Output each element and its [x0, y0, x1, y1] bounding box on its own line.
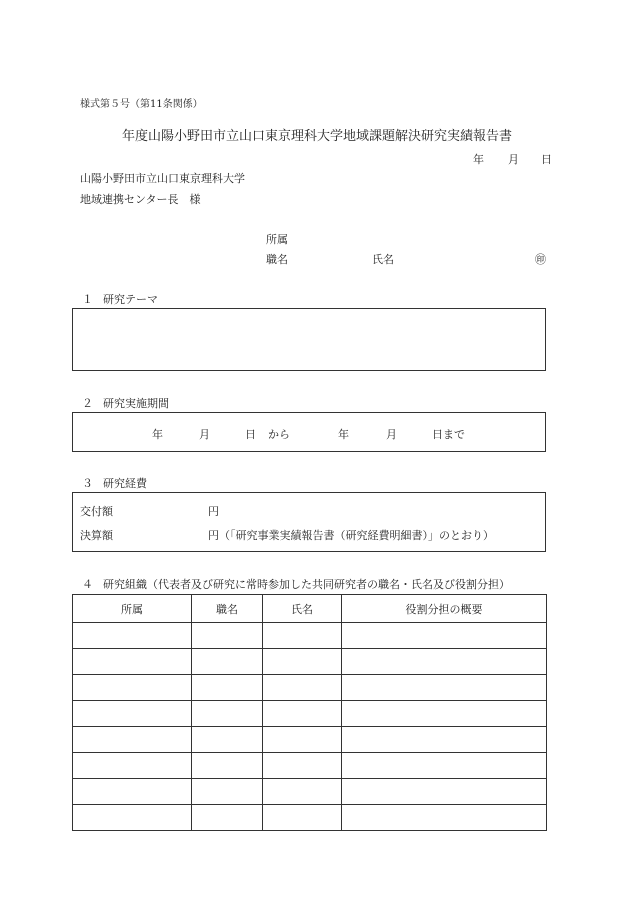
cell-position[interactable] [192, 753, 263, 779]
column-header-affiliation: 所属 [73, 595, 192, 623]
cell-name[interactable] [263, 623, 342, 649]
cell-role-summary[interactable] [342, 649, 547, 675]
table-row [73, 701, 547, 727]
cell-position[interactable] [192, 779, 263, 805]
cell-role-summary[interactable] [342, 805, 547, 831]
addressee-center-director: 地域連携センター長 様 [80, 193, 201, 206]
settlement-amount-note: 円（「研究事業実績報告書（研究経費明細書）」のとおり） [208, 529, 494, 542]
date-month-label: 月 [508, 153, 519, 166]
column-header-name: 氏名 [263, 595, 342, 623]
cell-name[interactable] [263, 753, 342, 779]
cell-affiliation[interactable] [73, 675, 192, 701]
cell-position[interactable] [192, 701, 263, 727]
cell-affiliation[interactable] [73, 727, 192, 753]
cell-name[interactable] [263, 805, 342, 831]
research-period-box[interactable] [72, 412, 546, 452]
research-expenses-box[interactable] [72, 492, 546, 552]
applicant-position-label: 職名 [266, 253, 288, 266]
column-header-position: 職名 [192, 595, 263, 623]
period-start-day: 日 [245, 428, 256, 441]
table-row [73, 805, 547, 831]
cell-name[interactable] [263, 649, 342, 675]
cell-affiliation[interactable] [73, 805, 192, 831]
cell-affiliation[interactable] [73, 649, 192, 675]
page-title: 年度山陽小野田市立山口東京理科大学地域課題解決研究実績報告書 [122, 129, 513, 144]
cell-position[interactable] [192, 675, 263, 701]
applicant-affiliation-label: 所属 [266, 233, 288, 246]
cell-name[interactable] [263, 727, 342, 753]
cell-name[interactable] [263, 675, 342, 701]
settlement-amount-label: 決算額 [80, 529, 113, 542]
date-day-label: 日 [541, 153, 552, 166]
cell-role-summary[interactable] [342, 727, 547, 753]
section3-title: 研究経費 [103, 477, 147, 490]
period-from: から [268, 428, 290, 441]
section4-title: 研究組織（代表者及び研究に常時参加した共同研究者の職名・氏名及び役割分担） [103, 578, 510, 591]
period-start-year: 年 [152, 428, 163, 441]
addressee-university: 山陽小野田市立山口東京理科大学 [80, 172, 245, 185]
research-theme-box[interactable] [72, 308, 546, 371]
column-header-role-summary: 役割分担の概要 [342, 595, 547, 623]
period-end-day: 日まで [432, 428, 465, 441]
cell-name[interactable] [263, 779, 342, 805]
table-row [73, 779, 547, 805]
period-start-month: 月 [199, 428, 210, 441]
section1-number: １ [82, 293, 93, 306]
cell-role-summary[interactable] [342, 753, 547, 779]
section2-title: 研究実施期間 [103, 397, 169, 410]
cell-position[interactable] [192, 623, 263, 649]
cell-role-summary[interactable] [342, 779, 547, 805]
table-row [73, 753, 547, 779]
cell-name[interactable] [263, 701, 342, 727]
table-row [73, 623, 547, 649]
section3-number: ３ [82, 477, 93, 490]
grant-amount-label: 交付額 [80, 505, 113, 518]
table-row [73, 649, 547, 675]
cell-role-summary[interactable] [342, 701, 547, 727]
cell-affiliation[interactable] [73, 623, 192, 649]
research-organization-table [72, 594, 547, 831]
cell-role-summary[interactable] [342, 623, 547, 649]
cell-affiliation[interactable] [73, 779, 192, 805]
cell-position[interactable] [192, 649, 263, 675]
applicant-name-label: 氏名 [372, 253, 394, 266]
section2-number: ２ [82, 397, 93, 410]
cell-position[interactable] [192, 805, 263, 831]
grant-amount-unit: 円 [208, 505, 219, 518]
cell-affiliation[interactable] [73, 701, 192, 727]
seal-mark: ㊞ [535, 253, 546, 266]
table-row [73, 727, 547, 753]
section1-title: 研究テーマ [103, 293, 158, 306]
period-end-month: 月 [386, 428, 397, 441]
section4-number: ４ [82, 578, 93, 591]
form-number: 様式第５号（第11条関係） [80, 99, 203, 110]
table-row [73, 675, 547, 701]
table-header-row [73, 595, 547, 623]
period-end-year: 年 [338, 428, 349, 441]
cell-position[interactable] [192, 727, 263, 753]
cell-role-summary[interactable] [342, 675, 547, 701]
cell-affiliation[interactable] [73, 753, 192, 779]
date-year-label: 年 [473, 153, 484, 166]
